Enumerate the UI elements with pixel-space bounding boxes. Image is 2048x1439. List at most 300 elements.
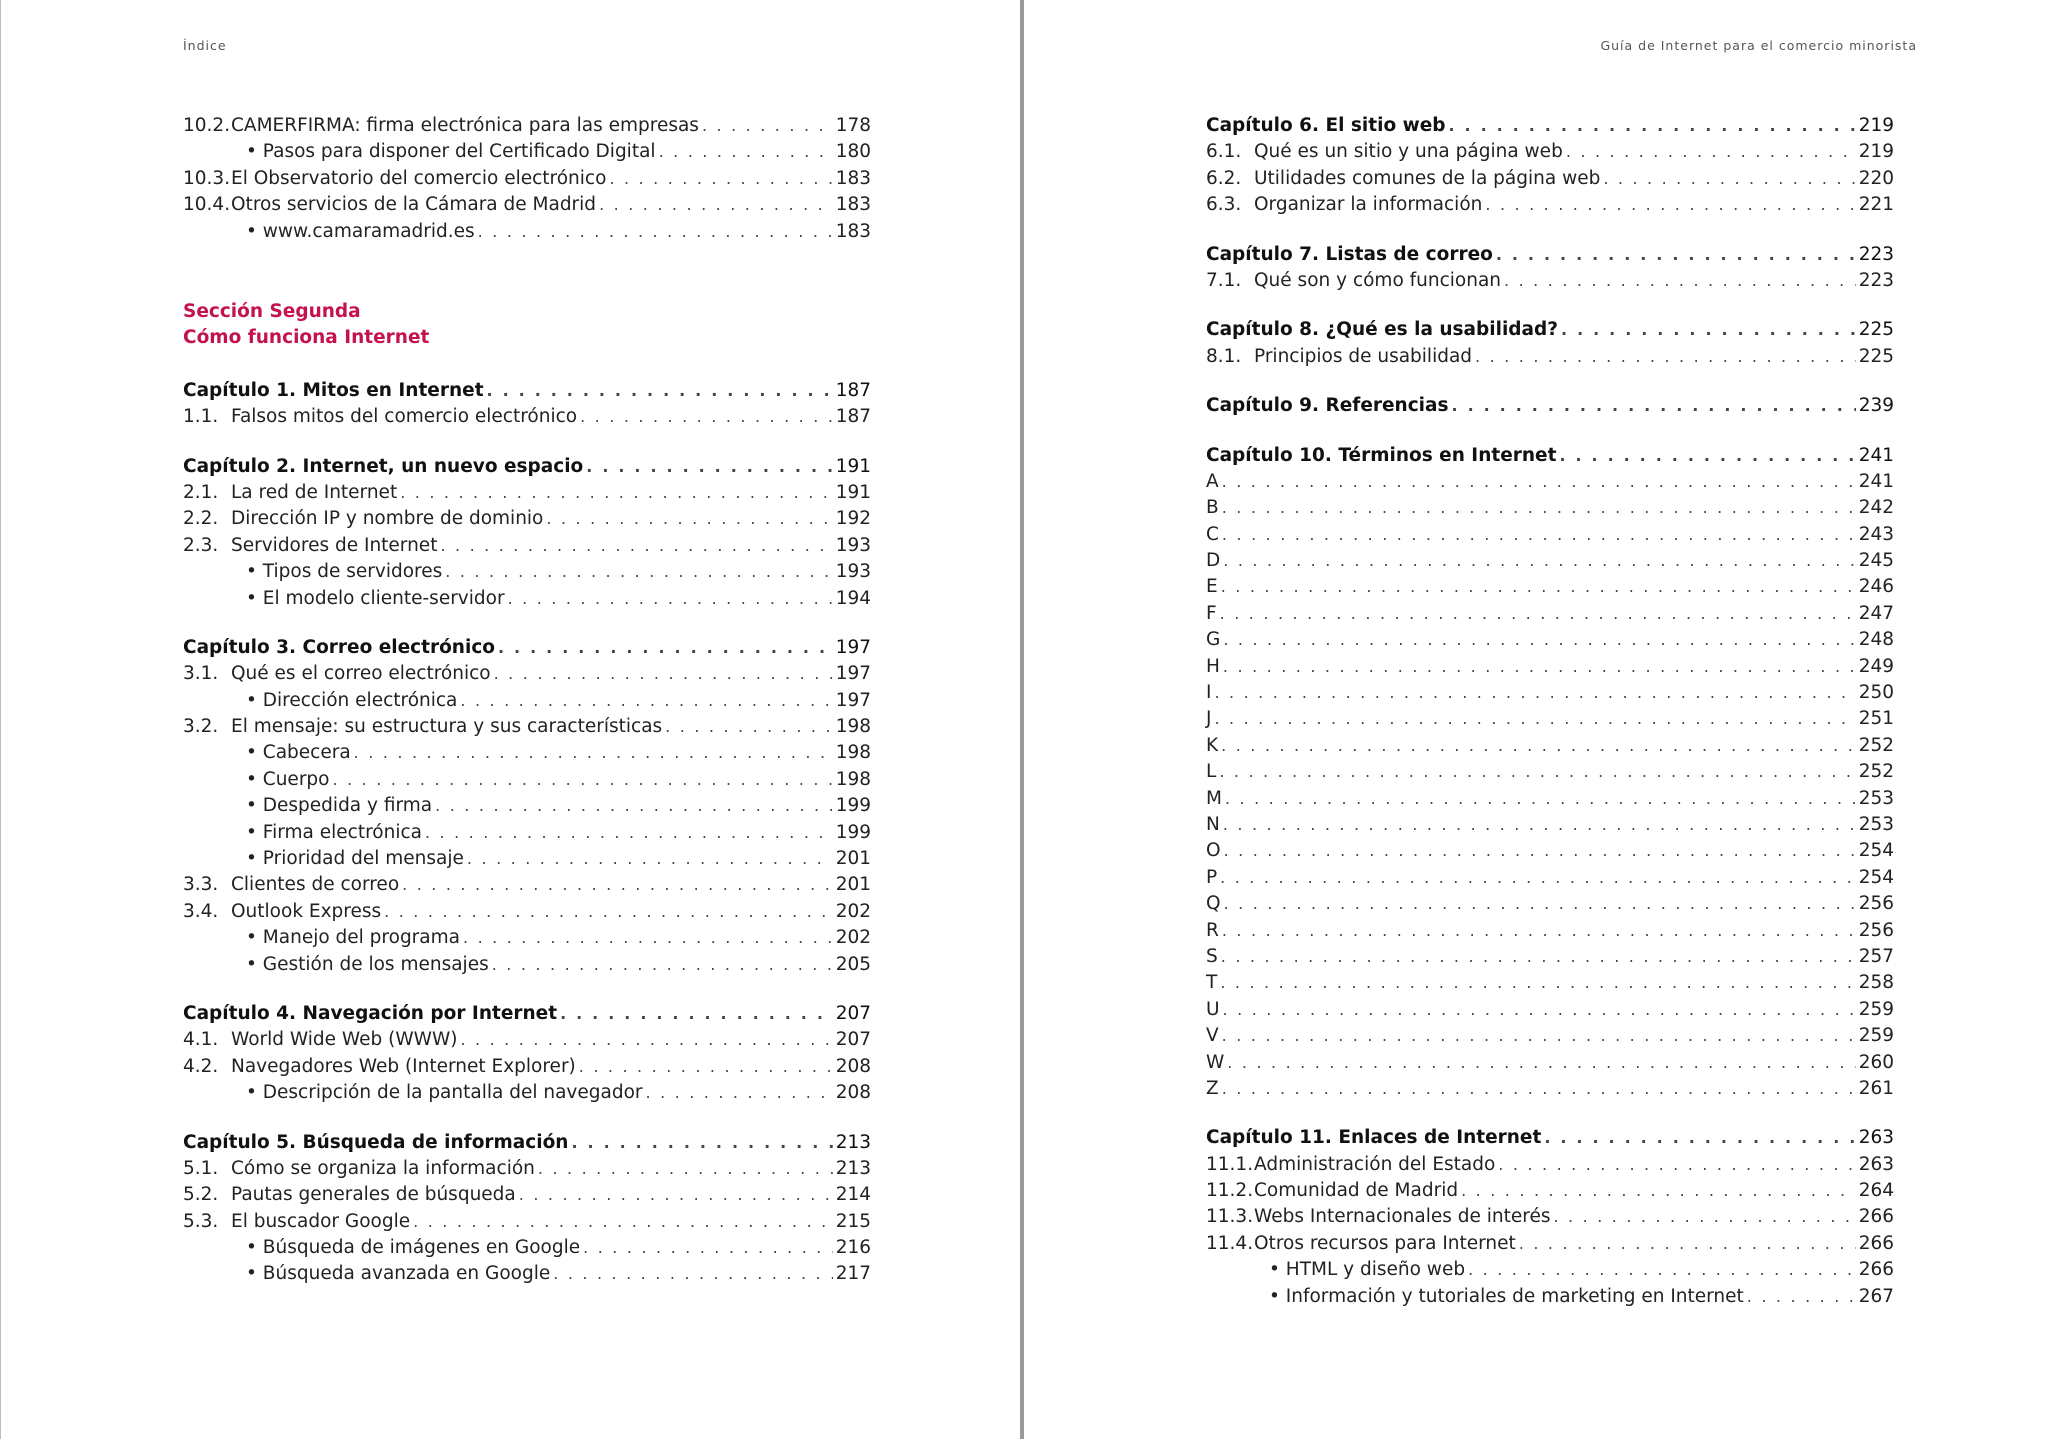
toc-entry-number: 8.1.: [1206, 345, 1242, 367]
toc-entry-title: La red de Internet: [231, 481, 398, 503]
toc-page-number: 242: [1858, 497, 1894, 519]
toc-entry-title: U: [1206, 998, 1220, 1020]
toc-entry-title: Outlook Express: [231, 900, 382, 922]
toc-page-number: 207: [835, 1002, 871, 1024]
toc-dot-leader: [1222, 1023, 1856, 1049]
toc-entry-row: [1206, 1284, 1894, 1310]
toc-entry-row: [183, 899, 871, 925]
toc-dot-leader: [413, 1209, 833, 1235]
toc-entry-row: [183, 714, 871, 740]
toc-page-number: 259: [1858, 1025, 1894, 1047]
toc-entry-title: El buscador Google: [231, 1210, 411, 1232]
right-page: [1024, 0, 2048, 1439]
toc-entry-title: Webs Internacionales de interés: [1254, 1206, 1551, 1228]
toc-entry-row: [1206, 601, 1894, 627]
toc-entry-number: 1.1.: [183, 406, 219, 428]
toc-page-number: 221: [1858, 194, 1894, 216]
toc-entry-title: C: [1206, 523, 1219, 545]
toc-chapter-row: [183, 1001, 871, 1027]
toc-dot-leader: [467, 846, 833, 872]
toc-dot-leader: [1566, 139, 1856, 165]
toc-entry-number: 10.2.: [183, 115, 231, 136]
toc-right: [1206, 113, 1894, 1310]
toc-page-number: 187: [835, 379, 871, 401]
toc-entry-number: 3.3.: [183, 874, 219, 896]
toc-chapter-row: [1206, 443, 1894, 469]
toc-entry-title: CAMERFIRMA: firma electrónica para las empresas: [231, 115, 699, 136]
toc-entry-title: • Gestión de los mensajes: [246, 953, 489, 975]
toc-entry-row: [183, 480, 871, 506]
toc-dot-leader: [1448, 113, 1855, 139]
toc-entry-row: [183, 793, 871, 819]
toc-chapters-right: [1206, 113, 1894, 1310]
toc-page-number: 256: [1858, 893, 1894, 915]
toc-page-number: 205: [835, 953, 871, 975]
toc-page-number: 199: [835, 795, 871, 817]
toc-dot-leader: [1519, 1231, 1856, 1257]
toc-page-number: 191: [835, 481, 871, 503]
toc-entry-row: [1206, 944, 1894, 970]
toc-entry-title: Principios de usabilidad: [1254, 345, 1473, 367]
toc-entry-row: [183, 113, 871, 139]
toc-dot-leader: [1603, 166, 1855, 192]
toc-entry-title: Qué es un sitio y una página web: [1254, 141, 1563, 163]
toc-entry-title: Servidores de Internet: [231, 534, 438, 556]
toc-chapter-row: [183, 1130, 871, 1156]
toc-page-number: 250: [1858, 682, 1894, 704]
toc-entry-row: [1206, 574, 1894, 600]
toc-page-number: 215: [835, 1210, 871, 1232]
toc-dot-leader: [400, 480, 832, 506]
toc-dot-leader: [553, 1261, 832, 1287]
toc-entry-title: Navegadores Web (Internet Explorer): [231, 1055, 576, 1077]
toc-entry-row: [1206, 166, 1894, 192]
toc-entry-title: World Wide Web (WWW): [231, 1029, 458, 1051]
toc-entry-title: • Cuerpo: [246, 768, 330, 790]
toc-entry-row: [183, 872, 871, 898]
toc-entry-row: [1206, 865, 1894, 891]
toc-dot-leader: [1223, 812, 1856, 838]
toc-entry-number: 6.1.: [1206, 141, 1242, 163]
toc-page-number: 208: [835, 1082, 871, 1104]
toc-dot-leader: [519, 1182, 833, 1208]
toc-page-number: 257: [1858, 945, 1894, 967]
toc-entry-number: 4.2.: [183, 1055, 219, 1077]
toc-page-number: 260: [1858, 1051, 1894, 1073]
toc-chapter-title: Capítulo 4. Navegación por Internet: [183, 1002, 558, 1024]
toc-page-number: 243: [1858, 523, 1894, 545]
toc-entry-number: 6.2.: [1206, 167, 1242, 189]
toc-entry-title: A: [1206, 470, 1219, 492]
toc-dot-leader: [1498, 1152, 1855, 1178]
toc-chapter-row: [183, 454, 871, 480]
toc-entry-number: 11.1.: [1206, 1153, 1254, 1175]
toc-chapter-row: [1206, 317, 1894, 343]
toc-chapter-row: [1206, 393, 1894, 419]
toc-chapter-title: Capítulo 5. Búsqueda de información: [183, 1131, 569, 1153]
toc-entry-number: 5.3.: [183, 1210, 219, 1232]
toc-page-number: 202: [835, 900, 871, 922]
toc-dot-leader: [1553, 1204, 1855, 1230]
toc-page-number: 191: [835, 455, 871, 477]
toc-entry-row: [183, 1235, 871, 1261]
toc-page-number: 213: [835, 1131, 871, 1153]
section-title-line2: Cómo funciona Internet: [183, 327, 430, 349]
toc-dot-leader: [425, 820, 833, 846]
toc-chapter-title: Capítulo 7. Listas de correo: [1206, 243, 1493, 265]
toc-dot-leader: [460, 1027, 832, 1053]
toc-dot-leader: [1223, 627, 1855, 653]
toc-chapter-row: [1206, 113, 1894, 139]
toc-page-number: 193: [835, 534, 871, 556]
toc-dot-leader: [1452, 393, 1856, 419]
toc-dot-leader: [494, 661, 833, 687]
toc-dot-leader: [1225, 786, 1856, 812]
toc-dot-leader: [1220, 865, 1856, 891]
toc-entry-row: [1206, 344, 1894, 370]
toc-dot-leader: [1747, 1284, 1856, 1310]
toc-page-number: 202: [835, 927, 871, 949]
toc-entry-row: [183, 586, 871, 612]
toc-page-number: 178: [835, 115, 871, 136]
left-page: [0, 0, 1022, 1439]
toc-entry-row: [1206, 970, 1894, 996]
toc-entry-title: Qué son y cómo funcionan: [1254, 269, 1502, 291]
toc-dot-leader: [1219, 759, 1855, 785]
toc-page-number: 263: [1858, 1127, 1894, 1149]
toc-dot-leader: [333, 767, 833, 793]
toc-entry-row: [183, 767, 871, 793]
toc-dot-leader: [583, 1235, 833, 1261]
toc-dot-leader: [1214, 680, 1855, 706]
toc-dot-leader: [702, 113, 833, 139]
toc-page-number: 253: [1858, 787, 1894, 809]
toc-page-number: 223: [1858, 243, 1894, 265]
toc-entry-title: B: [1206, 497, 1219, 519]
toc-entry-row: [1206, 1204, 1894, 1230]
toc-page-number: 183: [835, 167, 871, 189]
toc-dot-leader: [1222, 469, 1856, 495]
toc-entry-row: [183, 846, 871, 872]
toc-entry-row: [1206, 1076, 1894, 1102]
toc-entry-title: • HTML y diseño web: [1269, 1259, 1466, 1281]
toc-page-number: 219: [1858, 141, 1894, 163]
toc-dot-leader: [580, 404, 833, 430]
toc-page-number: 264: [1858, 1180, 1894, 1202]
toc-page-number: 258: [1858, 972, 1894, 994]
toc-dot-leader: [384, 899, 833, 925]
toc-dot-leader: [1461, 1178, 1856, 1204]
toc-entry-title: O: [1206, 840, 1221, 862]
toc-entry-title: • Firma electrónica: [246, 821, 422, 843]
toc-page-number: 201: [835, 874, 871, 896]
toc-page-number: 201: [835, 848, 871, 870]
toc-entry-title: Otros servicios de la Cámara de Madrid: [231, 194, 597, 216]
toc-entry-title: G: [1206, 629, 1221, 651]
toc-page-number: 214: [835, 1184, 871, 1206]
toc-page-number: 241: [1858, 444, 1894, 466]
toc-entry-title: F: [1206, 602, 1217, 624]
toc-page-number: 207: [835, 1029, 871, 1051]
toc-entry-title: K: [1206, 734, 1219, 756]
toc-entry-title: Comunidad de Madrid: [1254, 1180, 1459, 1202]
toc-entry-number: 3.1.: [183, 663, 219, 685]
toc-entry-row: [1206, 1231, 1894, 1257]
toc-dot-leader: [546, 506, 832, 532]
toc-dot-leader: [586, 454, 832, 480]
toc-chapters-left: [183, 378, 871, 1288]
toc-page-number: 225: [1858, 319, 1894, 341]
toc-page-number: 256: [1858, 919, 1894, 941]
toc-entry-number: 2.2.: [183, 508, 219, 530]
toc-entry-row: [1206, 997, 1894, 1023]
toc-entry-number: 3.2.: [183, 716, 219, 738]
toc-page-number: 213: [835, 1157, 871, 1179]
toc-page-number: 251: [1858, 708, 1894, 730]
toc-entry-row: [1206, 1178, 1894, 1204]
toc-dot-leader: [508, 586, 833, 612]
toc-entry-title: • El modelo cliente-servidor: [246, 587, 505, 609]
toc-dot-leader: [571, 1130, 832, 1156]
toc-entry-row: [1206, 838, 1894, 864]
toc-dot-leader: [1220, 601, 1856, 627]
toc-dot-leader: [1468, 1257, 1856, 1283]
toc-dot-leader: [646, 1080, 833, 1106]
toc-entry-title: W: [1206, 1051, 1225, 1073]
toc-entry-row: [183, 192, 871, 218]
toc-entry-row: [1206, 1050, 1894, 1076]
toc-entry-row: [1206, 192, 1894, 218]
toc-chapter-row: [183, 378, 871, 404]
toc-entry-title: T: [1206, 972, 1218, 994]
toc-entry-number: 10.3.: [183, 167, 231, 189]
toc-entry-title: • Descripción de la pantalla del navegador: [246, 1082, 643, 1104]
toc-chapter-title: Capítulo 9. Referencias: [1206, 395, 1449, 417]
toc-dot-leader: [1222, 495, 1856, 521]
toc-entry-row: [1206, 1023, 1894, 1049]
toc-entry-row: [183, 139, 871, 165]
toc-chapter-title: Capítulo 2. Internet, un nuevo espacio: [183, 455, 584, 477]
toc-entry-title: Utilidades comunes de la página web: [1254, 167, 1601, 189]
toc-entry-row: [183, 506, 871, 532]
toc-dot-leader: [402, 872, 833, 898]
toc-entry-title: • Despedida y firma: [246, 795, 433, 817]
toc-dot-leader: [659, 139, 833, 165]
toc-dot-leader: [498, 635, 833, 661]
running-head-right: Guía de Internet para el comercio minorista: [1600, 38, 1917, 53]
toc-entry-row: [183, 820, 871, 846]
toc-entry-title: R: [1206, 919, 1219, 941]
toc-entry-title: H: [1206, 655, 1220, 677]
toc-entry-title: • Manejo del programa: [246, 927, 460, 949]
toc-entry-row: [1206, 1152, 1894, 1178]
toc-chapter-title: Capítulo 11. Enlaces de Internet: [1206, 1127, 1542, 1149]
toc-entry-title: N: [1206, 813, 1220, 835]
toc-chapter-title: Capítulo 1. Mitos en Internet: [183, 379, 484, 401]
toc-dot-leader: [487, 378, 833, 404]
toc-page-number: 266: [1858, 1206, 1894, 1228]
toc-page-number: 216: [835, 1237, 871, 1259]
toc-entry-row: [183, 166, 871, 192]
toc-entry-number: 10.4.: [183, 194, 231, 216]
toc-page-number: 219: [1858, 115, 1894, 136]
toc-page-number: 199: [835, 821, 871, 843]
toc-page-number: 225: [1858, 345, 1894, 367]
toc-page-number: 183: [835, 220, 871, 242]
toc-entry-number: 2.3.: [183, 534, 219, 556]
toc-entry-row: [183, 661, 871, 687]
toc-entry-number: 4.1.: [183, 1029, 219, 1051]
toc-dot-leader: [1222, 1076, 1856, 1102]
toc-entry-title: I: [1206, 682, 1212, 704]
toc-entry-row: [183, 1182, 871, 1208]
toc-entry-row: [183, 1080, 871, 1106]
toc-entry-row: [1206, 786, 1894, 812]
toc-entry-title: • Pasos para disponer del Certificado Digital: [246, 141, 656, 163]
toc-dot-leader: [1221, 574, 1856, 600]
toc-page-number: 193: [835, 561, 871, 583]
toc-entry-number: 5.2.: [183, 1184, 219, 1206]
toc-dot-leader: [478, 219, 833, 245]
toc-chapter-title: Capítulo 8. ¿Qué es la usabilidad?: [1206, 319, 1559, 341]
toc-page-number: 220: [1858, 167, 1894, 189]
toc-page-number: 180: [835, 141, 871, 163]
toc-entry-row: [1206, 759, 1894, 785]
toc-page-number: 217: [835, 1263, 871, 1285]
toc-page-number: 254: [1858, 866, 1894, 888]
toc-entry-number: 11.3.: [1206, 1206, 1254, 1228]
toc-entry-title: P: [1206, 866, 1218, 888]
toc-page-number: 248: [1858, 629, 1894, 651]
toc-entry-row: [183, 688, 871, 714]
toc-entry-row: [1206, 268, 1894, 294]
toc-entry-title: El mensaje: su estructura y sus características: [231, 716, 663, 738]
toc-entry-row: [183, 925, 871, 951]
toc-entry-row: [1206, 706, 1894, 732]
toc-entry-row: [183, 219, 871, 245]
toc-page-number: 197: [835, 663, 871, 685]
toc-entry-title: • www.camaramadrid.es: [246, 220, 475, 242]
toc-entry-row: [1206, 1257, 1894, 1283]
toc-page-number: 266: [1858, 1232, 1894, 1254]
toc-page-number: 197: [835, 636, 871, 658]
toc-entry-number: 3.4.: [183, 900, 219, 922]
toc-entry-title: Administración del Estado: [1254, 1153, 1496, 1175]
toc-page-number: 223: [1858, 269, 1894, 291]
toc-entry-title: El Observatorio del comercio electrónico: [231, 167, 607, 189]
toc-entry-title: E: [1206, 576, 1218, 598]
toc-dot-leader: [1223, 654, 1856, 680]
toc-entry-row: [183, 1054, 871, 1080]
toc-dot-leader: [1224, 891, 1856, 917]
toc-entry-title: Otros recursos para Internet: [1254, 1232, 1516, 1254]
toc-dot-leader: [463, 925, 833, 951]
toc-entry-row: [1206, 654, 1894, 680]
toc-entry-title: • Tipos de servidores: [246, 561, 443, 583]
toc-entry-title: L: [1206, 761, 1217, 783]
toc-dot-leader: [1504, 268, 1856, 294]
toc-entry-number: 6.3.: [1206, 194, 1242, 216]
toc-page-number: 266: [1858, 1259, 1894, 1281]
toc-entry-title: V: [1206, 1025, 1219, 1047]
toc-dot-leader: [1496, 242, 1856, 268]
toc-page-number: 259: [1858, 998, 1894, 1020]
toc-page-number: 187: [835, 406, 871, 428]
toc-page-number: 239: [1858, 395, 1894, 417]
toc-dot-leader: [1485, 192, 1855, 218]
toc-dot-leader: [435, 793, 833, 819]
toc-entry-row: [1206, 733, 1894, 759]
toc-page-number: 253: [1858, 813, 1894, 835]
toc-entry-row: [183, 952, 871, 978]
toc-dot-leader: [460, 688, 832, 714]
toc-page-number: 246: [1858, 576, 1894, 598]
toc-dot-leader: [1559, 443, 1855, 469]
toc-entry-title: • Búsqueda avanzada en Google: [246, 1263, 551, 1285]
toc-entry-row: [183, 1156, 871, 1182]
toc-entry-title: Z: [1206, 1077, 1219, 1099]
toc-dot-leader: [579, 1054, 833, 1080]
toc-dot-leader: [538, 1156, 833, 1182]
toc-page-number: 247: [1858, 602, 1894, 624]
toc-entry-title: Cómo se organiza la información: [231, 1157, 535, 1179]
toc-entry-number: 7.1.: [1206, 269, 1242, 291]
toc-page-number: 252: [1858, 734, 1894, 756]
toc-dot-leader: [1223, 997, 1856, 1023]
toc-dot-leader: [354, 740, 833, 766]
toc-dot-leader: [1544, 1125, 1855, 1151]
toc-entry-row: [1206, 627, 1894, 653]
section-title-line1: Sección Segunda: [183, 300, 361, 322]
toc-dot-leader: [1223, 548, 1855, 574]
toc-entry-title: • Información y tutoriales de marketing en Internet: [1269, 1285, 1744, 1307]
running-head-left: Índice: [183, 38, 227, 53]
toc-dot-leader: [599, 192, 833, 218]
toc-chapter-row: [1206, 1125, 1894, 1151]
toc-entry-row: [183, 1261, 871, 1287]
toc-page-number: 261: [1858, 1077, 1894, 1099]
toc-dot-leader: [1220, 970, 1855, 996]
toc-dot-leader: [1222, 918, 1856, 944]
toc-left: [183, 113, 871, 1288]
toc-entry-title: Dirección IP y nombre de dominio: [231, 508, 544, 530]
toc-entry-title: • Búsqueda de imágenes en Google: [246, 1237, 581, 1259]
toc-entry-title: S: [1206, 945, 1218, 967]
toc-page-number: 192: [835, 508, 871, 530]
toc-entry-title: M: [1206, 787, 1222, 809]
toc-dot-leader: [560, 1001, 833, 1027]
toc-dot-leader: [1224, 838, 1856, 864]
toc-dot-leader: [1561, 317, 1856, 343]
toc-page-number: 241: [1858, 470, 1894, 492]
toc-page-number: 197: [835, 689, 871, 711]
toc-entry-title: • Dirección electrónica: [246, 689, 458, 711]
toc-page-number: 198: [835, 742, 871, 764]
toc-entry-title: Clientes de correo: [231, 874, 400, 896]
toc-chapter-title: Capítulo 10. Términos en Internet: [1206, 444, 1557, 466]
toc-entry-title: Organizar la información: [1254, 194, 1483, 216]
toc-entry-title: D: [1206, 550, 1221, 572]
toc-entry-row: [1206, 918, 1894, 944]
toc-page-number: 267: [1858, 1285, 1894, 1307]
toc-entry-title: Q: [1206, 893, 1221, 915]
toc-dot-leader: [1227, 1050, 1855, 1076]
toc-dot-leader: [609, 166, 832, 192]
toc-entry-row: [1206, 522, 1894, 548]
toc-continued-block: [183, 113, 871, 245]
toc-dot-leader: [440, 533, 832, 559]
toc-entry-row: [1206, 548, 1894, 574]
